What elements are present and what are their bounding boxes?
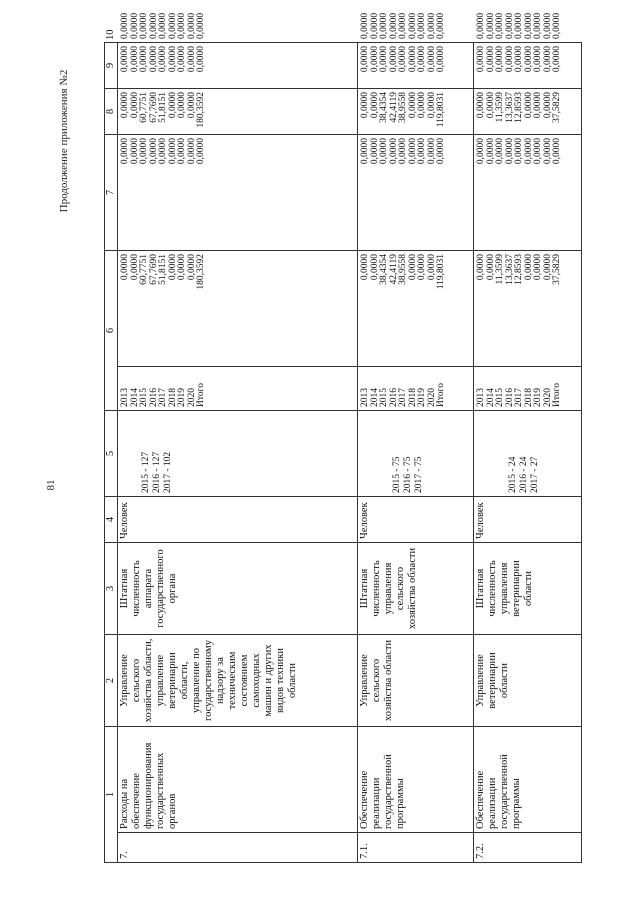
value-line: 67,7690 xyxy=(148,92,159,123)
year-line: 2015 xyxy=(379,388,389,407)
value-line: 42,4119 xyxy=(388,92,399,123)
value-line: 0,0000 xyxy=(523,254,534,281)
value-line: 42,4119 xyxy=(388,254,399,285)
value-line: 0,0000 xyxy=(523,138,534,165)
year-line: Итого xyxy=(436,382,446,407)
value-line: 180,3592 xyxy=(196,254,206,290)
value-line: 0,0000 xyxy=(167,138,178,165)
spacer-line xyxy=(497,414,508,493)
value-line: 0,0000 xyxy=(533,138,543,165)
unit-text: Человек xyxy=(475,502,486,539)
year-line: 2017 xyxy=(514,388,524,407)
indicator xyxy=(474,543,582,635)
header-cell-6: 6 xyxy=(105,251,118,411)
year-line: 2015 xyxy=(495,388,505,407)
value-line: 0,0000 xyxy=(177,46,187,73)
rotated-table-wrapper xyxy=(104,12,592,863)
year-line: 2019 xyxy=(533,388,543,407)
year-line: 2020 xyxy=(542,388,553,407)
table-row: 7.2. Обеспечение реализации государственной программы Управление ветеринарии области Штатная численность управления ветеринарии области Человек 2015 - 24 2016 - 24 2017 - 27 2013 2014 2015 2016 2017 2018 2019 2020 Итого 0,0000 0,0000 11,3599 13,3637 12,8593 0,0000 0,0000 0,0000 37,5829 0,0000 0,0000 0,0000 0,0000 0,0000 0,0000 0,0000 0,0000 0,0000 0,0000 0,0000 11,3599 13,3637 12,8593 0,0000 0,0000 0,0000 37,5829 0,0000 0,0000 0,0000 0,0000 0,0000 0,0000 0,0000 0,0000 0,0000 0,0000 0,0000 0,0000 0,0000 0,0000 0,0000 0,0000 0,0000 0,0000 xyxy=(474,43,582,863)
values-c8 xyxy=(358,89,474,135)
executor xyxy=(358,635,474,727)
value-line: 0,0000 xyxy=(436,46,446,73)
value-line: 0,0000 xyxy=(177,254,187,281)
year-line: 2019 xyxy=(417,388,427,407)
value-line: 0,0000 xyxy=(426,46,437,73)
value-line: 0,0000 xyxy=(360,138,370,165)
header-cell-4: 4 xyxy=(105,497,118,543)
value-line: 37,5829 xyxy=(552,254,562,285)
value-line: 13,3637 xyxy=(504,92,515,123)
value-line: 37,5829 xyxy=(552,92,562,123)
year-line: 2018 xyxy=(407,388,418,407)
value-line: 0,0000 xyxy=(186,46,197,73)
value-line: 0,0000 xyxy=(139,138,149,165)
value-line: 0,0000 xyxy=(542,46,553,73)
year-line: 2014 xyxy=(129,388,140,407)
value-line: 0,0000 xyxy=(186,254,197,281)
value-line: 0,0000 xyxy=(426,92,437,119)
year-line: 2016 xyxy=(388,388,399,407)
value-line: 0,0000 xyxy=(139,46,149,73)
value-line: 119,8031 xyxy=(436,254,446,290)
value-line: 0,0000 xyxy=(495,138,505,165)
value-line: 11,3599 xyxy=(495,254,505,285)
values-c9 xyxy=(118,43,358,89)
value-line: 0,0000 xyxy=(407,46,418,73)
value-line: 0,0000 xyxy=(552,46,562,73)
value-line: 0,0000 xyxy=(542,92,553,119)
value-line: 60,7751 xyxy=(139,254,149,285)
value-line: 0,0000 xyxy=(533,46,543,73)
period-line: 2015 - 75 xyxy=(392,456,402,493)
row-number xyxy=(118,833,358,863)
header-cell-2: 2 xyxy=(105,635,118,727)
period-line: 2017 - 75 xyxy=(414,456,424,493)
value-line: 0,0000 xyxy=(196,46,206,73)
header-cell-5: 5 xyxy=(105,411,118,497)
year-line: 2020 xyxy=(186,388,197,407)
value-line: 0,0000 xyxy=(177,138,187,165)
value-line: 0,0000 xyxy=(476,46,486,73)
year-line: 2016 xyxy=(148,388,159,407)
value-line: 0,0000 xyxy=(426,254,437,281)
value-line: 38,9558 xyxy=(398,92,408,123)
value-line: 0,0000 xyxy=(417,254,427,281)
values-c9 xyxy=(358,43,474,89)
row-number-text: 7.1. xyxy=(359,843,370,859)
table-row: 7.1. Обеспечение реализации государственной программы Управление сельского хозяйства области Штатная численность управления сельского хозяйства области Человек 2015 - 75 2016 - 75 2017 - 75 2013 2014 2015 2016 2017 2018 2019 2020 Итого 0,0000 0,0000 38,4354 42,4119 38,9558 0,0000 0,0000 0,0000 119,8031 0,0000 0,0000 0,0000 0,0000 0,0000 0,0000 0,0000 0,0000 0,0000 0,0000 0,0000 38,4354 42,4119 38,9558 0,0000 0,0000 0,0000 119,8031 0,0000 0,0000 0,0000 0,0000 0,0000 0,0000 0,0000 0,0000 0,0000 0,0000 0,0000 0,0000 0,0000 0,0000 0,0000 0,0000 0,0000 0,0000 xyxy=(358,43,474,863)
header-cell-7: 7 xyxy=(105,135,118,251)
unit xyxy=(474,497,582,543)
value-line: 0,0000 xyxy=(533,254,543,281)
indicator-text: Штатная численность управления сельского хозяйства области xyxy=(359,547,418,630)
value-line: 119,8031 xyxy=(436,92,446,128)
value-line: 0,0000 xyxy=(158,138,168,165)
page-number: 81 xyxy=(45,479,57,491)
spacer-line xyxy=(381,414,392,493)
value-line: 0,0000 xyxy=(485,92,496,119)
value-line: 0,0000 xyxy=(120,254,130,281)
value-line: 0,0000 xyxy=(129,138,140,165)
year-line: 2016 xyxy=(504,388,515,407)
table-row: 7. Расходы на обеспечение функционирования государственных органов Управление сельского хозяйства области, управление ветеринарии области, управление по государственному надзору за техническим состоянием самоходных машин и других видов техники области Штатная численность аппарата государственного органа Человек 2015 - 127 2016 - 127 2017 - 102 2013 2014 2015 2016 2017 2018 2019 2020 Итого 0,0000 0,0000 60,7751 67,7690 51,8151 0,0000 0,0000 0,0000 180,3592 0,0000 0,0000 0,0000 0,0000 0,0000 0,0000 0,0000 0,0000 0,0000 0,0000 0,0000 60,7751 67,7690 51,8151 0,0000 0,0000 0,0000 180,3592 0,0000 0,0000 0,0000 0,0000 0,0000 0,0000 0,0000 0,0000 0,0000 0,0000 0,0000 0,0000 0,0000 0,0000 0,0000 0,0000 0,0000 0,0000 xyxy=(118,43,358,863)
value-line: 0,0000 xyxy=(476,254,486,281)
table-body xyxy=(105,12,582,863)
values-c7 xyxy=(474,135,582,251)
value-line: 0,0000 xyxy=(177,92,187,119)
value-line: 0,0000 xyxy=(398,138,408,165)
header-row: 1 2 3 4 5 6 7 8 9 10 xyxy=(105,43,118,863)
period-line: 2017 - 102 xyxy=(163,451,173,493)
year-line: 2020 xyxy=(426,388,437,407)
item-name-text: Расходы на обеспечение функционирования государственных органов xyxy=(119,742,178,829)
value-line: 0,0000 xyxy=(369,92,380,119)
value-line: 0,0000 xyxy=(388,46,399,73)
value-line: 0,0000 xyxy=(120,138,130,165)
period-line: 2015 - 127 xyxy=(141,451,151,493)
value-line: 0,0000 xyxy=(369,138,380,165)
value-line: 0,0000 xyxy=(407,92,418,119)
value-line: 0,0000 xyxy=(120,92,130,119)
value-line: 0,0000 xyxy=(379,138,389,165)
values-c7 xyxy=(118,135,358,251)
executor xyxy=(474,635,582,727)
year-line: 2014 xyxy=(485,388,496,407)
value-line: 0,0000 xyxy=(167,92,178,119)
running-head: Продолжение приложения №2 xyxy=(58,69,70,213)
target-periods xyxy=(474,411,582,497)
value-line: 0,0000 xyxy=(504,46,515,73)
value-line: 0,0000 xyxy=(148,138,159,165)
budget-table xyxy=(104,12,582,863)
year-line: 2013 xyxy=(120,388,130,407)
year-line: 2019 xyxy=(177,388,187,407)
unit xyxy=(358,497,474,543)
unit xyxy=(118,497,358,543)
value-line: 0,0000 xyxy=(388,138,399,165)
executor-text: Управление сельского хозяйства области xyxy=(359,639,394,722)
period-line: 2016 - 127 xyxy=(152,451,162,493)
item-name xyxy=(474,727,582,833)
year-line: 2015 xyxy=(139,388,149,407)
values-c6 xyxy=(358,251,474,367)
value-line: 0,0000 xyxy=(504,138,515,165)
period-line: 2016 - 75 xyxy=(403,456,413,493)
indicator xyxy=(358,543,474,635)
header-cell-1: 1 xyxy=(105,727,118,863)
value-line: 0,0000 xyxy=(417,138,427,165)
value-line: 180,3592 xyxy=(196,92,206,128)
year-line: Итого xyxy=(196,382,206,407)
value-line: 12,8593 xyxy=(514,254,524,285)
values-c8 xyxy=(118,89,358,135)
value-line: 0,0000 xyxy=(129,254,140,281)
unit-text: Человек xyxy=(119,502,130,539)
values-c6 xyxy=(118,251,358,367)
value-line: 0,0000 xyxy=(485,138,496,165)
value-line: 0,0000 xyxy=(523,92,534,119)
item-name xyxy=(118,727,358,833)
value-line: 0,0000 xyxy=(158,46,168,73)
period-line: 2016 - 24 xyxy=(519,456,529,493)
value-line: 0,0000 xyxy=(495,46,505,73)
header-cell-9: 9 xyxy=(105,43,118,89)
value-line: 38,9558 xyxy=(398,254,408,285)
years-list xyxy=(474,367,582,411)
value-line: 0,0000 xyxy=(552,138,562,165)
header-cell-8: 8 xyxy=(105,89,118,135)
year-line: 2013 xyxy=(360,388,370,407)
value-line: 0,0000 xyxy=(398,46,408,73)
item-name-text: Обеспечение реализации государственной программы xyxy=(475,754,522,829)
value-line: 0,0000 xyxy=(167,46,178,73)
item-name-text: Обеспечение реализации государственной программы xyxy=(359,754,406,829)
value-line: 51,8151 xyxy=(158,254,168,285)
header-cell-3: 3 xyxy=(105,543,118,635)
value-line: 0,0000 xyxy=(369,254,380,281)
value-line: 11,3599 xyxy=(495,92,505,123)
year-line: Итого xyxy=(552,382,562,407)
value-line: 0,0000 xyxy=(476,92,486,119)
spacer-line xyxy=(130,414,141,493)
value-line: 0,0000 xyxy=(426,138,437,165)
value-line: 0,0000 xyxy=(360,254,370,281)
values-c9 xyxy=(474,43,582,89)
spacer-line xyxy=(359,414,370,493)
year-line: 2014 xyxy=(369,388,380,407)
period-line: 2017 - 27 xyxy=(530,456,540,493)
value-line: 0,0000 xyxy=(196,138,206,165)
target-periods xyxy=(358,411,474,497)
years-list xyxy=(358,367,474,411)
value-line: 0,0000 xyxy=(485,254,496,281)
value-line: 0,0000 xyxy=(533,92,543,119)
indicator xyxy=(118,543,358,635)
value-line: 0,0000 xyxy=(407,254,418,281)
row-number xyxy=(358,833,474,863)
row-number-text: 7.2. xyxy=(475,843,486,859)
indicator-text: Штатная численность управления ветеринарии области xyxy=(475,560,534,617)
value-line: 0,0000 xyxy=(360,46,370,73)
year-line: 2017 xyxy=(158,388,168,407)
executor-text: Управление сельского хозяйства области, управление ветеринарии области, управление по государственному надзору за техническим состоянием самоходных машин и других видов техники области xyxy=(119,638,298,723)
executor xyxy=(118,635,358,727)
value-line: 12,8593 xyxy=(514,92,524,123)
value-line: 0,0000 xyxy=(514,46,524,73)
value-line: 38,4354 xyxy=(379,92,389,123)
value-line: 13,3637 xyxy=(504,254,515,285)
value-line: 0,0000 xyxy=(476,138,486,165)
value-line: 0,0000 xyxy=(436,138,446,165)
value-line: 0,0000 xyxy=(167,254,178,281)
value-line: 0,0000 xyxy=(417,46,427,73)
value-line: 0,0000 xyxy=(186,138,197,165)
value-line: 38,4354 xyxy=(379,254,389,285)
value-line: 0,0000 xyxy=(407,138,418,165)
value-line: 0,0000 xyxy=(129,92,140,119)
year-line: 2018 xyxy=(523,388,534,407)
values-c7 xyxy=(358,135,474,251)
spacer-line xyxy=(119,414,130,493)
years-list xyxy=(118,367,358,411)
value-line: 67,7690 xyxy=(148,254,159,285)
value-line: 0,0000 xyxy=(417,92,427,119)
row-number-text: 7. xyxy=(119,851,130,859)
spacer-line xyxy=(486,414,497,493)
value-line: 51,8151 xyxy=(158,92,168,123)
target-periods xyxy=(118,411,358,497)
value-line: 0,0000 xyxy=(542,138,553,165)
spacer-line xyxy=(475,414,486,493)
values-c6 xyxy=(474,251,582,367)
executor-text: Управление ветеринарии области xyxy=(475,652,510,709)
spacer-line xyxy=(370,414,381,493)
year-line: 2017 xyxy=(398,388,408,407)
period-line: 2015 - 24 xyxy=(508,456,518,493)
value-line: 0,0000 xyxy=(129,46,140,73)
value-line: 0,0000 xyxy=(360,92,370,119)
indicator-text: Штатная численность аппарата государственного органа xyxy=(119,549,178,628)
item-name xyxy=(358,727,474,833)
value-line: 0,0000 xyxy=(379,46,389,73)
value-line: 0,0000 xyxy=(485,46,496,73)
year-line: 2013 xyxy=(476,388,486,407)
value-line: 0,0000 xyxy=(514,138,524,165)
values-c8 xyxy=(474,89,582,135)
value-line: 0,0000 xyxy=(120,46,130,73)
value-line: 0,0000 xyxy=(542,254,553,281)
unit-text: Человек xyxy=(359,502,370,539)
row-number xyxy=(474,833,582,863)
year-line: 2018 xyxy=(167,388,178,407)
value-line: 0,0000 xyxy=(369,46,380,73)
value-line: 60,7751 xyxy=(139,92,149,123)
value-line: 0,0000 xyxy=(186,92,197,119)
value-line: 0,0000 xyxy=(523,46,534,73)
value-line: 0,0000 xyxy=(148,46,159,73)
